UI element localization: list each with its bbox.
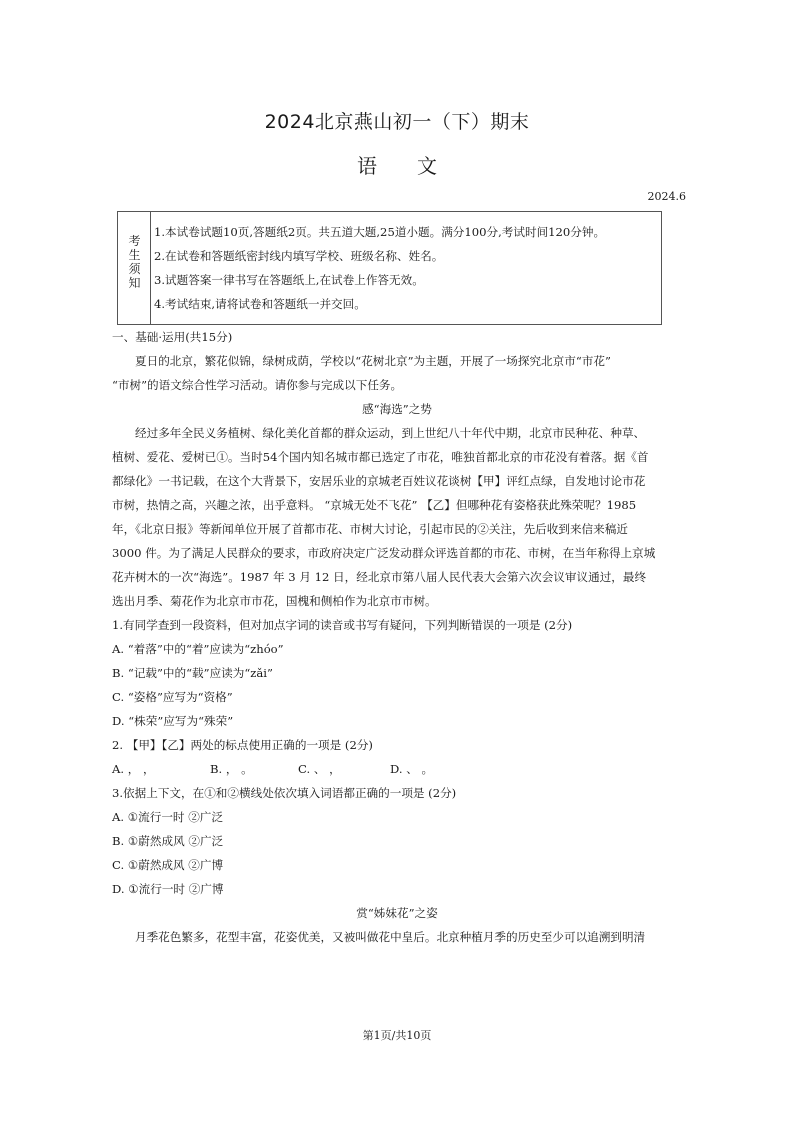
passage-line: 年，《北京日报》等新闻单位开展了首都市花、市树大讨论，引起市民的②关注，先后收到来信来稿近: [112, 522, 628, 536]
subject-char-1: 语: [357, 154, 377, 178]
question-option: D. “株荣”应写为“殊荣”: [112, 714, 234, 728]
question-option: D. ①流行一时 ②广博: [112, 882, 224, 896]
passage-line: 选出月季、菊花作为北京市市花，国槐和侧柏作为北京市市树。: [112, 594, 437, 608]
notice-label: 考生须知: [128, 234, 141, 290]
notice-item: 4.考试结束,请将试卷和答题纸一并交回。: [154, 297, 366, 311]
question-option: A. “着落”中的“着”应读为“zhóo”: [112, 642, 284, 656]
passage-line: 月季花色繁多，花型丰富，花姿优美，又被叫做花中皇后。北京种植月季的历史至少可以追溯到明清: [135, 930, 646, 944]
question-option: B. ①蔚然成风 ②广泛: [112, 834, 224, 848]
question-stem: 3.依据上下文，在①和②横线处依次填入词语都正确的一项是 (2分): [112, 786, 457, 800]
question-option: A. ①流行一时 ②广泛: [112, 810, 223, 824]
question-option: B. ， 。: [210, 762, 253, 776]
question-option: D. 、 。: [390, 762, 434, 776]
question-option: C. 、 ，: [298, 762, 341, 776]
notice-items: [154, 220, 605, 316]
exam-date: 2024.6: [647, 190, 686, 203]
passage-line: 3000 件。为了满足人民群众的要求，市政府决定广泛发动群众评选首都的市花、市树，在当年称得上京城: [112, 546, 656, 560]
page-title: 2024北京燕山初一（下）期末: [264, 111, 530, 133]
subheading: 赏“姊妹花”之姿: [356, 906, 438, 920]
question-stem: 1.有同学查到一段资料，但对加点字词的读音或书写有疑问，下列判断错误的一项是 (2分): [112, 618, 573, 632]
section-heading: 一、基础·运用(共15分): [112, 330, 233, 344]
intro-line: “市树”的语文综合性学习活动。请你参与完成以下任务。: [112, 378, 403, 392]
notice-item: 3.试题答案一律书写在答题纸上,在试卷上作答无效。: [154, 273, 424, 287]
exam-notice-box: [117, 211, 662, 325]
subject-title: [0, 150, 794, 179]
notice-item: 2.在试卷和答题纸密封线内填写学校、班级名称、姓名。: [154, 249, 444, 263]
subheading: 感“海选”之势: [362, 402, 432, 416]
question-option: B. “记载”中的“载”应读为“zǎi”: [112, 666, 273, 680]
notice-label-cell: [118, 212, 151, 324]
passage-line: 植树、爱花、爱树已①。当时54个国内知名城市都已选定了市花，唯独首都北京的市花没有着落。据《首: [112, 450, 649, 464]
question-stem: 2. 【甲】【乙】两处的标点使用正确的一项是 (2分): [112, 738, 373, 752]
subject-char-2: 文: [417, 154, 437, 178]
page-footer: 第1页/共10页: [362, 1029, 432, 1042]
intro-line: 夏日的北京，繁花似锦，绿树成荫，学校以“花树北京”为主题，开展了一场探究北京市“市花”: [135, 354, 611, 368]
notice-item: 1.本试卷试题10页,答题纸2页。共五道大题,25道小题。满分100分,考试时间120分钟。: [154, 225, 606, 239]
passage-line: 市树，热情之高，兴趣之浓，出乎意料。 “京城无处不飞花” 【乙】但哪种花有姿格获此殊荣呢？1985: [112, 498, 637, 512]
passage-line: 花卉树木的一次“海选”。1987 年 3 月 12 日，经北京市第八届人民代表大会第六次会议审议通过，最终: [112, 570, 647, 584]
passage-line: 经过多年全民义务植树、绿化美化首都的群众运动，到上世纪八十年代中期，北京市民种花、种草、: [135, 426, 646, 440]
question-option: C. “姿格”应写为“资格”: [112, 690, 233, 704]
question-option: C. ①蔚然成风 ②广博: [112, 858, 224, 872]
passage-line: 都绿化》一书记载，在这个大背景下，安居乐业的京城老百姓议花谈树【甲】评红点绿，自发地讨论市花: [112, 474, 646, 488]
question-option: A. ， ，: [112, 762, 155, 776]
